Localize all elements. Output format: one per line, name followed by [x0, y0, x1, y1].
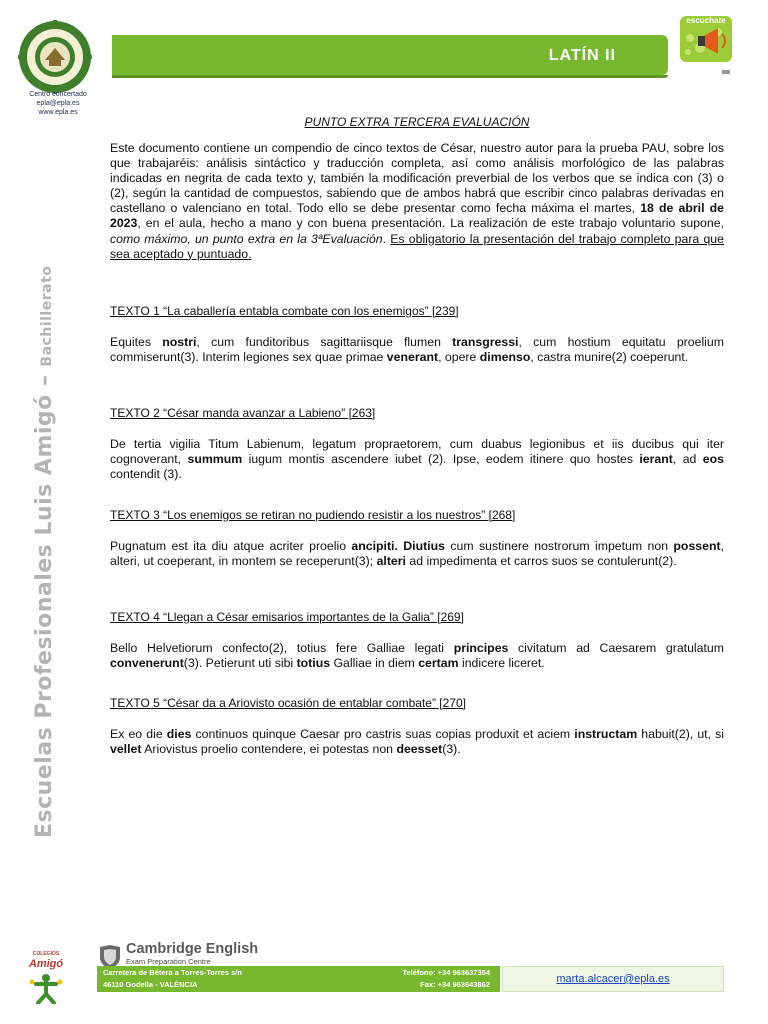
- highlighted-word: dimenso: [479, 350, 531, 365]
- school-seal-logo: [18, 20, 92, 94]
- side-text-main: Escuelas Profesionales Luis Amigó –: [32, 374, 57, 838]
- text-segment: civitatum ad Caesarem gratulatum: [508, 641, 724, 655]
- intro-italic-note: como máximo, un punto extra en la 3ªEvaluación: [110, 231, 383, 246]
- highlighted-word: venerant: [386, 350, 439, 365]
- highlighted-word: summum: [187, 452, 243, 467]
- text-body: [110, 437, 724, 483]
- footer-fax: Fax: +34 963643862: [420, 980, 490, 989]
- intro-paragraph: [110, 141, 724, 262]
- text-segment: continuos quinque Caesar pro castris suas copias produxit et aciem: [191, 727, 575, 741]
- highlighted-word: convenerunt: [110, 656, 184, 671]
- text-section-4: [110, 610, 724, 671]
- text-segment: Pugnatum est ita diu atque acriter proelio: [110, 539, 352, 553]
- text-segment: , castra munire(2) coeperunt.: [530, 350, 689, 365]
- school-info-line: Centro concertado: [29, 91, 87, 98]
- text-segment: (3). Petierunt uti sibi: [183, 656, 297, 671]
- text-segment: (3).: [442, 742, 461, 757]
- text-segment: , cum funditoribus sagittariisque flumen: [196, 335, 453, 349]
- text-section-1: [110, 304, 724, 365]
- colegios-label: COLEGIOS: [32, 951, 60, 957]
- highlighted-word: alteri: [376, 554, 406, 569]
- amigo-label: Amigó: [28, 958, 64, 970]
- text-section-2: [110, 406, 724, 483]
- highlighted-word: eos: [702, 452, 724, 467]
- text-segment: , opere: [438, 350, 480, 365]
- contact-email-link[interactable]: marta.alcacer@epla.es: [556, 973, 670, 985]
- text-segment: cum sustinere nostrorum impetum non: [444, 539, 674, 553]
- subject-title: LATÍN II: [548, 47, 616, 64]
- text-segment: , alteri, ut coeperant, in montem se receperunt(3);: [110, 539, 724, 569]
- text-heading: TEXTO 4 “Llegan a César emisarios importantes de la Galia” [269]: [110, 610, 464, 624]
- text-segment: habuit(2), ut, si: [637, 727, 724, 741]
- school-info: [12, 90, 104, 117]
- text-section-5: [110, 696, 724, 757]
- text-segment: Galliae in diem: [330, 656, 419, 671]
- text-heading: TEXTO 5 “César da a Ariovisto ocasión de entablar combate” [270]: [110, 696, 466, 710]
- highlighted-word: instructam: [574, 727, 638, 741]
- text-segment: Ariovistus proelio contendere, ei potestas non: [141, 742, 397, 757]
- school-website[interactable]: www.epla.es: [38, 109, 78, 116]
- intro-text: .: [382, 231, 391, 246]
- text-section-3: [110, 508, 724, 569]
- highlighted-word: totius: [296, 656, 331, 671]
- text-body: [110, 727, 724, 757]
- text-segment: Bello Helvetiorum confecto(2), totius fere Galliae legati: [110, 641, 454, 655]
- footer-phone: Teléfono: +34 963637354: [402, 968, 490, 977]
- highlighted-word: principes: [453, 641, 509, 655]
- text-segment: Equites: [110, 335, 163, 349]
- text-segment: Ex eo die: [110, 727, 167, 741]
- text-segment: contendit (3).: [110, 467, 182, 482]
- highlighted-word: transgressi: [452, 335, 519, 349]
- text-body: [110, 539, 724, 569]
- cambridge-title: Cambridge English: [126, 941, 259, 957]
- intro-text: Este documento contiene un compendio de cinco textos de César, nuestro autor para la prueba PAU, sobre los que trabajaréis: análisis sintáctico y traducción completa, así como análisis morfológico de las palabras indicadas en negrita de cada texto y, también la modificación preverbial de los verbos que se indica con (3) o (2), según la cantidad de compuestos, sabiendo que de ambos habrá que escribir cinco palabras derivadas en castellano o valenciano en total. Todo ello se debe presentar como fecha máxima el martes,: [110, 141, 724, 216]
- highlighted-word: dies: [166, 727, 192, 741]
- text-segment: De tertia vigilia Titum Labienum, legatum propraetorem, cum duabus legionibus et iis ducibus qui iter cognoverant,: [110, 437, 724, 467]
- colegios-amigo-logo: [22, 948, 70, 1004]
- text-heading: TEXTO 2 “César manda avanzar a Labieno” [263]: [110, 406, 376, 420]
- mandatory-note: Es obligatorio la presentación del trabajo completo para que sea aceptado y puntuado.: [110, 231, 724, 261]
- text-heading: TEXTO 3 “Los enemigos se retiran no pudiendo resistir a los nuestros” [268]: [110, 508, 516, 522]
- highlighted-word: nostri: [162, 335, 197, 349]
- document-title: PUNTO EXTRA TERCERA EVALUACIÓN: [304, 115, 530, 129]
- footer-email-box: [502, 966, 724, 992]
- text-body: [110, 335, 724, 365]
- footer-address-line-2: 46110 Godella - VALÈNCIA: [103, 980, 198, 989]
- highlighted-word: deesset: [396, 742, 443, 757]
- side-text-sub: Bachillerato: [39, 265, 55, 367]
- deadline-date: 18 de abril de 2023: [110, 201, 724, 231]
- text-segment: iugum montis ascendere iubet (2). Ipse, eodem itinere quo hostes: [242, 452, 640, 467]
- text-heading: TEXTO 1 “La caballería entabla combate con los enemigos” [239]: [110, 304, 459, 318]
- footer-address-bar: [97, 966, 500, 992]
- highlighted-word: vellet: [110, 742, 142, 757]
- text-segment: indicere liceret.: [458, 656, 545, 671]
- highlighted-word: possent: [673, 539, 721, 553]
- text-body: [110, 641, 724, 671]
- intro-text: , en el aula, hecho a mano y con buena presentación. La realización de este trabajo voluntario supone,: [137, 216, 724, 231]
- school-email[interactable]: epla@epla.es: [36, 100, 80, 107]
- text-segment: , cum hostium equitatu proelium commiserunt(3). Interim legiones sex quae primae: [110, 335, 725, 365]
- side-vertical-text: [32, 266, 57, 838]
- text-segment: ad impedimenta et carros suos se contulerunt(2).: [405, 554, 677, 569]
- highlighted-word: certam: [418, 656, 459, 671]
- highlighted-word: ierant: [639, 452, 673, 467]
- footer-address-line-1: Carretera de Bétera a Torres-Torres s/n: [103, 968, 242, 977]
- highlighted-word: ancipiti. Diutius: [351, 539, 445, 553]
- escuchate-logo-text: escuchate: [686, 16, 726, 25]
- text-segment: , ad: [672, 452, 703, 467]
- cambridge-subtitle: Exam Preparation Centre: [126, 957, 211, 966]
- header-bar: [112, 35, 668, 75]
